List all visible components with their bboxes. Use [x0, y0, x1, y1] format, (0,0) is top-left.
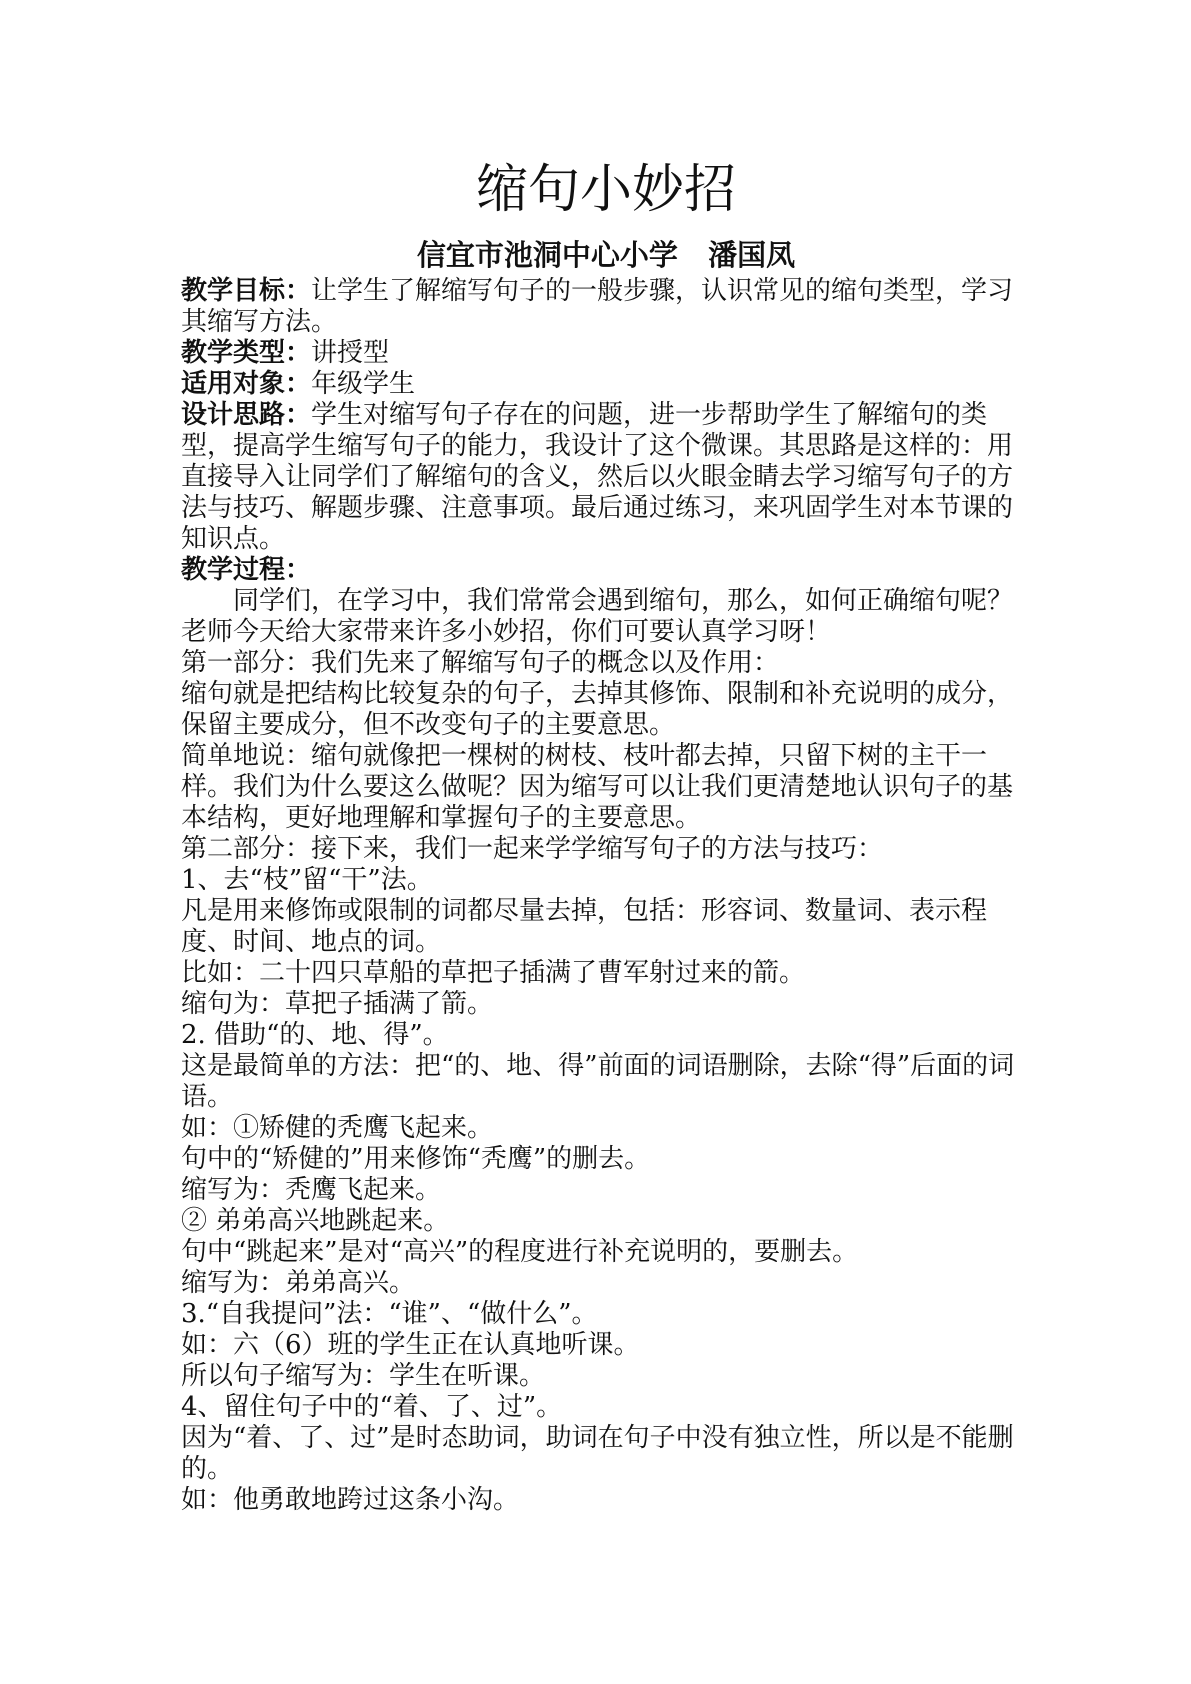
field-label: 适用对象：	[181, 369, 312, 399]
paragraph: ② 弟弟高兴地跳起来。	[181, 1206, 450, 1236]
paragraph: 所以句子缩写为：学生在听课。	[181, 1361, 546, 1391]
field-teaching-goal	[181, 276, 1031, 338]
field-label: 教学目标：	[181, 276, 312, 306]
paragraph: 缩句就是把结构比较复杂的句子，去掉其修饰、限制和补充说明的成分，保留主要成分，但不改变句子的主要意思。	[181, 679, 1014, 740]
document-page	[181, 0, 1031, 1684]
paragraph: 如：①矫健的秃鹰飞起来。	[181, 1113, 494, 1143]
document-title: 缩句小妙招	[475, 160, 736, 220]
field-text: 年级学生	[311, 369, 416, 399]
paragraph: 2. 借助“的、地、得”。	[181, 1020, 449, 1050]
paragraph: 因为“着、了、过”是时态助词，助词在句子中没有独立性，所以是不能删的。	[181, 1423, 1014, 1484]
paragraph: 句中“跳起来”是对“高兴”的程度进行补充说明的，要删去。	[181, 1237, 859, 1267]
field-text: 学生对缩写句子存在的问题，进一步帮助学生了解缩句的类型，提高学生缩写句子的能力，我设计了这个微课。其思路是这样的：用直接导入让同学们了解缩句的含义，然后以火眼金睛去学习缩写句子的方法与技巧、解题步骤、注意事项。最后通过练习，来巩固学生对本节课的知识点。	[181, 400, 1014, 554]
field-label: 教学类型：	[181, 338, 312, 368]
field-text: 让学生了解缩写句子的一般步骤，认识常见的缩句类型，学习其缩写方法。	[181, 276, 1014, 337]
paragraph: 如：六（6）班的学生正在认真地听课。	[181, 1330, 640, 1360]
paragraph-intro: 同学们，在学习中，我们常常会遇到缩句，那么，如何正确缩句呢？老师今天给大家带来许多小妙招，你们可要认真学习呀！	[181, 586, 1014, 647]
paragraph: 句中的“矫健的”用来修饰“秃鹰”的删去。	[181, 1144, 651, 1174]
field-label: 教学过程：	[181, 555, 312, 585]
paragraph: 简单地说：缩句就像把一棵树的树枝、枝叶都去掉，只留下树的主干一样。我们为什么要这么做呢？因为缩写可以让我们更清楚地认识句子的基本结构，更好地理解和掌握句子的主要意思。	[181, 741, 1014, 833]
paragraph: 第二部分：接下来，我们一起来学学缩写句子的方法与技巧：	[181, 834, 884, 864]
field-target-audience	[181, 369, 1031, 400]
paragraph: 比如：二十四只草船的草把子插满了曹军射过来的箭。	[181, 958, 806, 988]
field-label: 设计思路：	[181, 400, 312, 430]
paragraph: 1、去“枝”留“干”法。	[181, 865, 433, 895]
paragraph: 4、留住句子中的“着、了、过”。	[181, 1392, 563, 1422]
paragraph: 凡是用来修饰或限制的词都尽量去掉，包括：形容词、数量词、表示程度、时间、地点的词。	[181, 896, 988, 957]
paragraph: 缩写为：弟弟高兴。	[181, 1268, 416, 1298]
field-design-idea	[181, 400, 1031, 555]
paragraph: 第一部分：我们先来了解缩写句子的概念以及作用：	[181, 648, 780, 678]
field-teaching-type	[181, 338, 1031, 369]
field-text: 讲授型	[311, 338, 390, 368]
paragraph: 缩写为：秃鹰飞起来。	[181, 1175, 442, 1205]
paragraph: 如：他勇敢地跨过这条小沟。	[181, 1485, 520, 1515]
field-teaching-process	[181, 555, 1031, 586]
paragraph: 3.“自我提问”法：“谁”、“做什么”。	[181, 1299, 598, 1329]
paragraph: 缩句为：草把子插满了箭。	[181, 989, 494, 1019]
document-body	[181, 276, 1031, 1516]
paragraph: 这是最简单的方法：把“的、地、得”前面的词语删除，去除“得”后面的词语。	[181, 1051, 1015, 1112]
author-line: 信宜市池洞中心小学 潘国凤	[416, 238, 796, 272]
